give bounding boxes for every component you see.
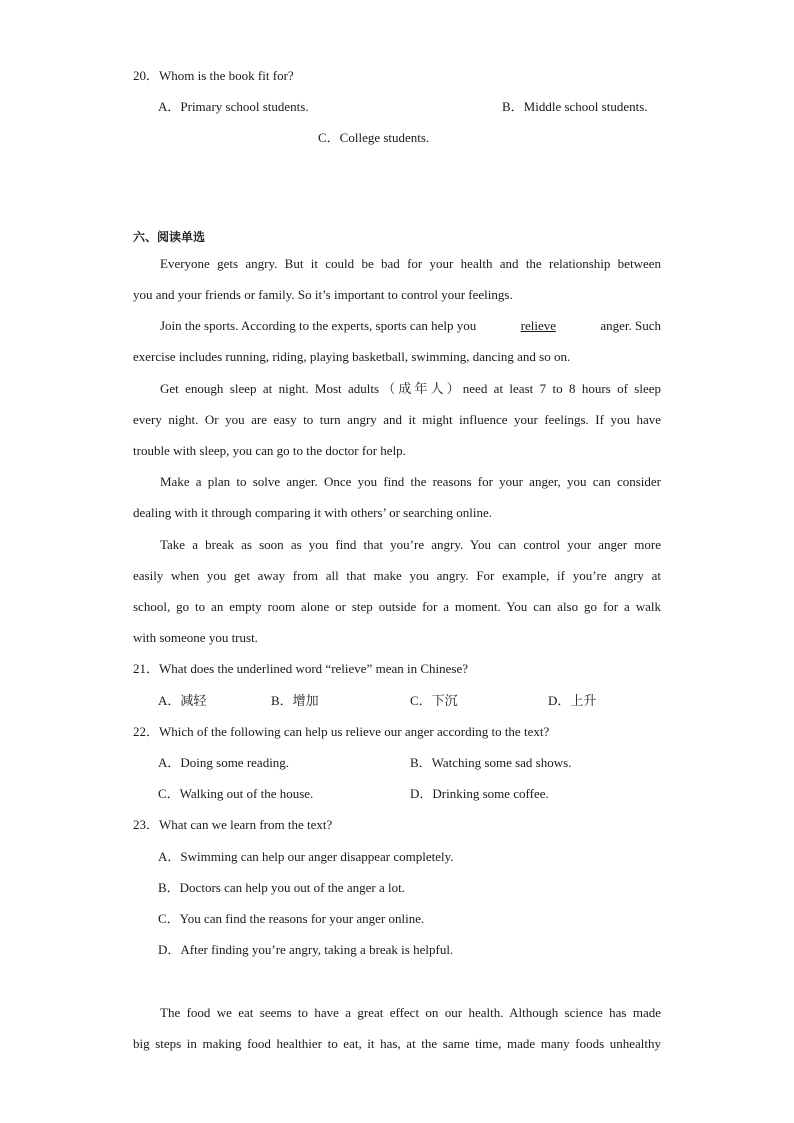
q20-option-a: A．Primary school students. [158, 99, 309, 114]
passage1-p5-line3: school, go to an empty room alone or step outside for a moment. You can also go for a walk [133, 599, 661, 614]
q23-option-a: A．Swimming can help our anger disappear completely. [158, 849, 454, 864]
question-20-stem: 20．Whom is the book fit for? [133, 68, 294, 83]
q22-option-c: C．Walking out of the house. [158, 786, 314, 801]
passage1-p3-line2: every night. Or you are easy to turn angry and it might influence your feelings. If you have [133, 412, 661, 427]
passage2-line1: The food we eat seems to have a great effect on our health. Although science has made [160, 1005, 661, 1020]
q23-option-b: B．Doctors can help you out of the anger a lot. [158, 880, 405, 895]
question-21-stem: 21．What does the underlined word “relieve” mean in Chinese? [133, 661, 468, 676]
q22-option-d: D．Drinking some coffee. [410, 786, 549, 801]
passage1-p1-line2: you and your friends or family. So it’s important to control your feelings. [133, 287, 513, 302]
q20-option-c: C．College students. [318, 130, 430, 145]
passage1-p4-line1: Make a plan to solve anger. Once you find the reasons for your anger, you can consider [160, 474, 661, 489]
passage2-line2: big steps in making food healthier to eat, it has, at the same time, made many foods unhealthy [133, 1036, 661, 1051]
passage1-p5-line4: with someone you trust. [133, 630, 258, 645]
passage1-p2-line1 [160, 318, 661, 334]
q21-option-b: B．增加 [271, 693, 319, 708]
q23-option-c: C．You can find the reasons for your anger online. [158, 911, 425, 926]
passage1-p1-line1: Everyone gets angry. But it could be bad for your health and the relationship between [160, 256, 661, 271]
passage1-p3-line1: Get enough sleep at night. Most adults（成年人）need at least 7 to 8 hours of sleep [160, 381, 661, 396]
q21-option-c: C．下沉 [410, 693, 458, 708]
q22-option-b: B．Watching some sad shows. [410, 755, 572, 770]
q21-option-d: D．上升 [548, 693, 597, 708]
q21-option-a: A．减轻 [158, 693, 207, 708]
q23-option-d: D．After finding you’re angry, taking a break is helpful. [158, 942, 454, 957]
passage1-p4-line2: dealing with it through comparing it with others’ or searching online. [133, 505, 492, 520]
p2-text-before: Join the sports. According to the experts, sports can help you [160, 318, 477, 333]
passage1-p2-line2: exercise includes running, riding, playing basketball, swimming, dancing and so on. [133, 349, 571, 364]
question-22-stem: 22．Which of the following can help us relieve our anger according to the text? [133, 724, 550, 739]
passage1-p5-line2: easily when you get away from all that make you angry. For example, if you’re angry at [133, 568, 661, 583]
section-title: 六、阅读单选 [133, 230, 206, 244]
question-23-stem: 23．What can we learn from the text? [133, 817, 333, 832]
underlined-word-relieve: relieve [520, 318, 556, 333]
p2-text-after: anger. Such [600, 318, 661, 333]
passage1-p5-line1: Take a break as soon as you find that you’re angry. You can control your anger more [160, 537, 661, 552]
q20-option-b: B．Middle school students. [502, 99, 648, 114]
q22-option-a: A．Doing some reading. [158, 755, 290, 770]
passage1-p3-line3: trouble with sleep, you can go to the doctor for help. [133, 443, 406, 458]
